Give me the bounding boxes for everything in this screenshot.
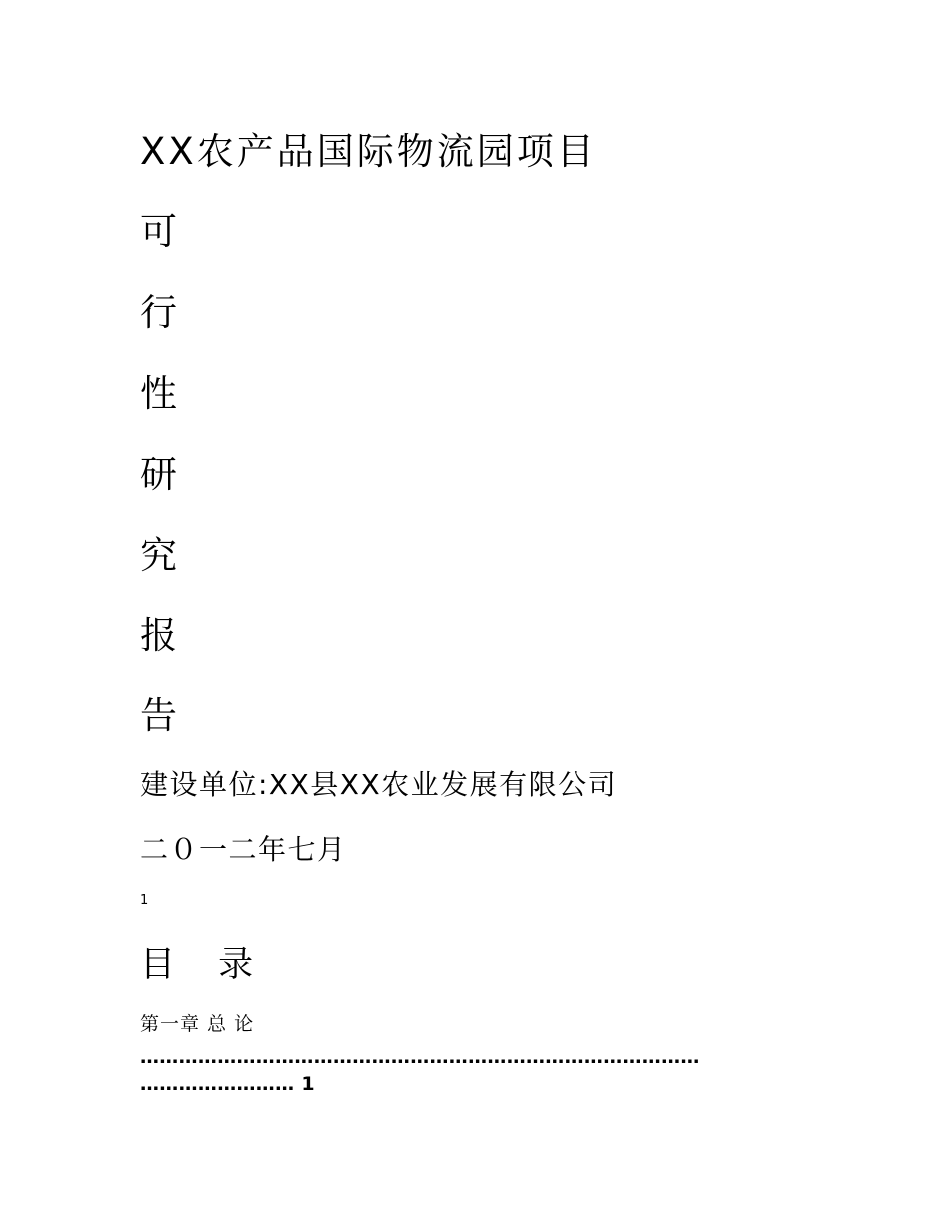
toc-leader-line-1: …………………………………………………………………………… [140,1046,700,1068]
toc-entry-label[interactable]: 第一章 总 论 [140,1013,255,1035]
toc-heading: 目 录 [140,945,270,985]
title-char-6: 报 [140,614,177,657]
report-title: XX农产品国际物流园项目 [140,130,597,173]
title-char-7: 告 [140,694,177,737]
toc-leader-line-2: …………………… 1 [140,1073,315,1095]
report-date: 二０一二年七月 [140,833,347,866]
builder-unit: 建设单位:XX县XX农业发展有限公司 [140,768,618,801]
title-char-5: 究 [140,534,177,577]
title-char-2: 行 [140,291,177,334]
page-number: 1 [140,893,149,908]
title-char-4: 研 [140,453,177,496]
title-char-1: 可 [140,210,177,253]
title-char-3: 性 [140,372,177,415]
